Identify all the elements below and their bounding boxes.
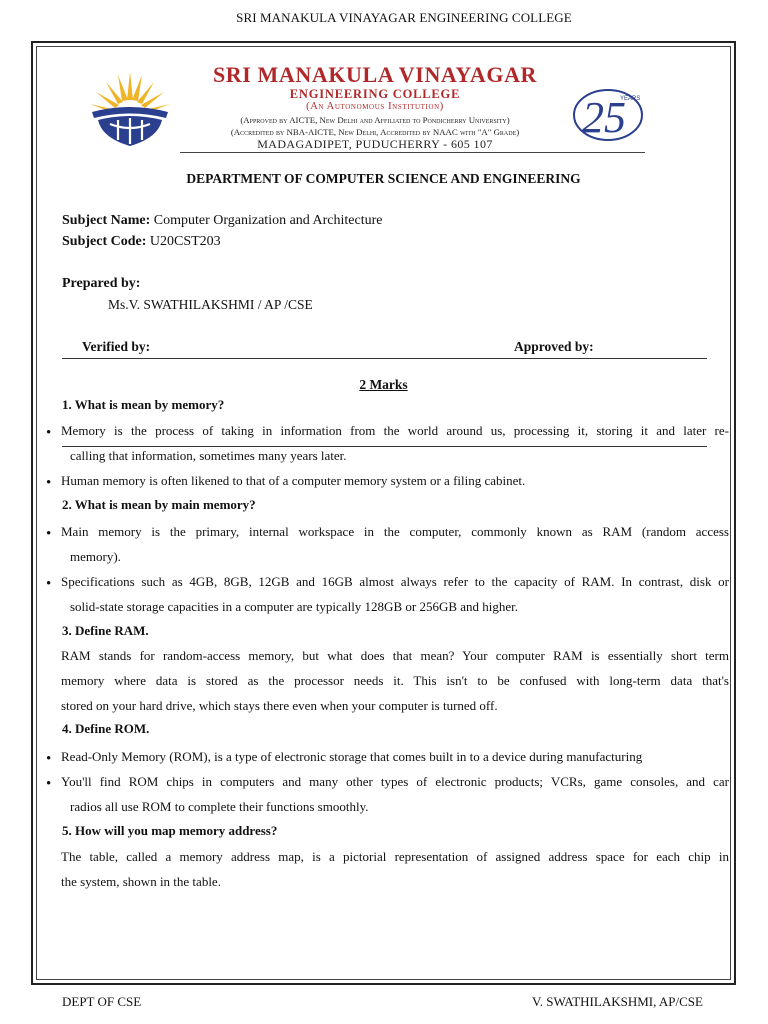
subject-code-line — [62, 234, 221, 250]
question-4-title: 4. Define ROM. — [62, 721, 150, 736]
q5-paragraph-line-1: The table, called a memory address map, is a pictorial representation of assigned address space for each chip in — [61, 849, 729, 864]
subject-name-line — [62, 213, 383, 229]
bullet-marker: • — [46, 776, 52, 792]
q5-paragraph-line-2: the system, shown in the table. — [61, 874, 221, 889]
college-name: SRI MANAKULA VINAYAGAR — [212, 62, 538, 87]
question-2-title: 2. What is mean by main memory? — [62, 497, 256, 512]
approval-line-2: (Accredited by NBA-AICTE, New Delhi, Accredited by NAAC with "A" Grade) — [230, 127, 520, 137]
prepared-by-label: Prepared by: — [62, 276, 141, 291]
subject-name-value: Computer Organization and Architecture — [153, 213, 383, 228]
q4-bullet-2-line-1: You'll find ROM chips in computers and many other types of electronic products; VCRs, game consoles, and car — [61, 774, 729, 789]
verified-by-label: Verified by: — [82, 339, 151, 354]
section-title: 2 Marks — [359, 377, 408, 392]
footer-author: V. SWATHILAKSHMI, AP/CSE — [532, 994, 703, 1009]
department-title: DEPARTMENT OF COMPUTER SCIENCE AND ENGINEERING — [186, 171, 581, 186]
subject-code-label: Subject Code: — [62, 234, 147, 249]
q4-bullet-1: Read-Only Memory (ROM), is a type of electronic storage that comes built in to a device during manufacturing — [61, 749, 643, 764]
letterhead-rule — [180, 152, 645, 153]
approved-by-label: Approved by: — [514, 339, 594, 354]
prepared-by-name: Ms.V. SWATHILAKSHMI / AP /CSE — [108, 297, 313, 312]
signature-rule — [62, 358, 707, 359]
jubilee-number: 25 — [582, 93, 626, 142]
autonomous-status: (An Autonomous Institution) — [306, 101, 444, 112]
q2-bullet-2-line-2: solid-state storage capacities in a computer are typically 128GB or 256GB and higher. — [70, 599, 519, 614]
question-3-title: 3. Define RAM. — [62, 623, 149, 638]
jubilee-word: YEARS — [620, 96, 641, 102]
college-address: MADAGADIPET, PUDUCHERRY - 605 107 — [257, 137, 493, 151]
bullet-marker: • — [46, 526, 52, 542]
footer-department: DEPT OF CSE — [62, 994, 142, 1009]
bullet-marker: • — [46, 425, 52, 441]
q3-paragraph-line-3: stored on your hard drive, which stays there even when your computer is turned off. — [61, 698, 498, 713]
q2-bullet-1-line-1: Main memory is the primary, internal workspace in the computer, commonly known as RAM (random access — [61, 524, 729, 539]
jubilee-25-years-logo — [568, 82, 646, 144]
college-subtitle: ENGINEERING COLLEGE — [289, 87, 461, 101]
subject-code-value: U20CST203 — [149, 234, 221, 249]
subject-name-label: Subject Name: — [62, 213, 151, 228]
bullet-marker: • — [46, 576, 52, 592]
bullet-marker: • — [46, 475, 52, 491]
q2-bullet-2-line-1: Specifications such as 4GB, 8GB, 12GB and 16GB almost always refer to the capacity of RAM. In contrast, disk or — [61, 574, 729, 589]
q3-paragraph-line-2: memory where data is stored as the processor needs it. This isn't to be confused with long-term data that's — [61, 673, 729, 688]
q1-bullet-2: Human memory is often likened to that of a computer memory system or a filing cabinet. — [61, 473, 526, 488]
q3-paragraph-line-1: RAM stands for random-access memory, but what does that mean? Your computer RAM is essentially short term — [61, 648, 729, 663]
college-emblem-logo — [84, 66, 176, 148]
bullet-marker: • — [46, 751, 52, 767]
question-5-title: 5. How will you map memory address? — [62, 823, 278, 838]
q1-bullet-1-line-2: calling that information, sometimes many years later. — [70, 448, 347, 463]
q4-bullet-2-line-2: radios all use ROM to complete their functions smoothly. — [70, 799, 369, 814]
approval-text — [170, 114, 580, 138]
q2-bullet-1-line-2: memory). — [70, 549, 121, 564]
approval-line-1: (Approved by AICTE, New Delhi and Affiliated to Pondicherry University) — [240, 115, 510, 125]
q1-bullet-1-line-1: Memory is the process of taking in information from the world around us, processing it, storing it and later re- — [61, 423, 729, 438]
question-1-title: 1. What is mean by memory? — [62, 397, 225, 412]
running-header: SRI MANAKULA VINAYAGAR ENGINEERING COLLEGE — [236, 10, 572, 25]
